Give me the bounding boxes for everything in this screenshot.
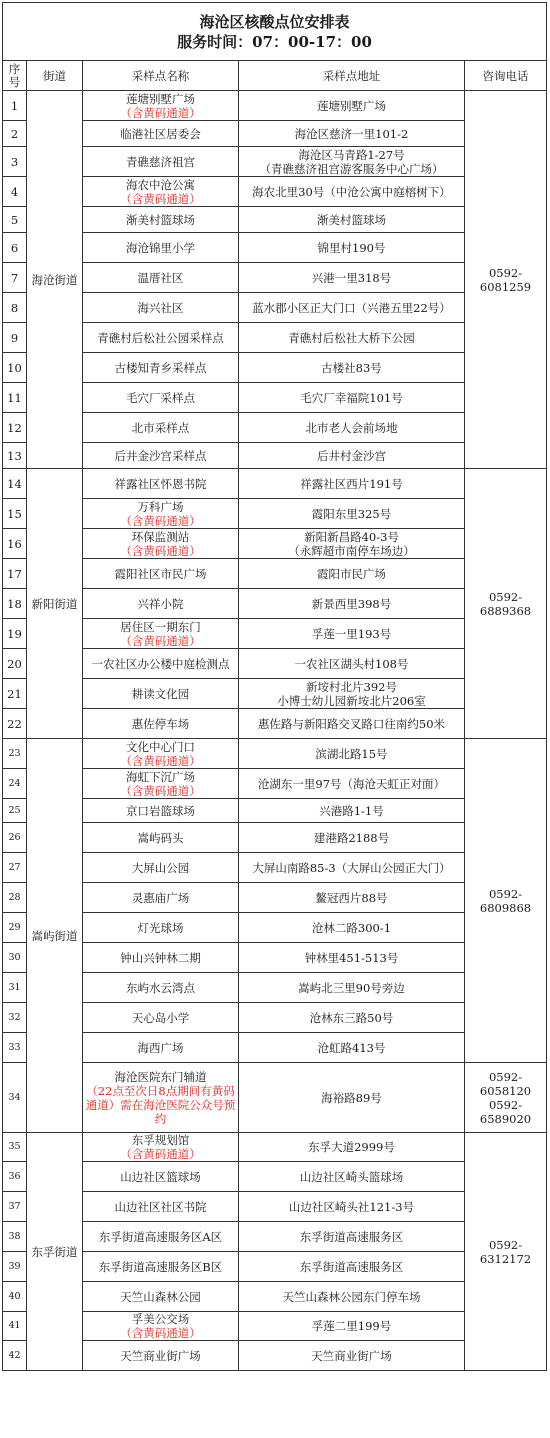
row-number: 20 — [3, 649, 27, 679]
header-tel: 咨询电话 — [465, 61, 547, 91]
site-name-cell — [83, 1282, 239, 1312]
phone-cell — [465, 91, 547, 469]
site-name-cell — [83, 823, 239, 853]
site-name: 钟山兴钟林二期 — [120, 950, 201, 965]
site-address-cell — [239, 1192, 465, 1222]
site-name: 海沧锦里小学 — [126, 240, 195, 255]
phone-number: 0592-6312172 — [479, 1237, 532, 1266]
row-number: 34 — [3, 1063, 27, 1133]
row-number: 2 — [3, 121, 27, 147]
site-name: 孚美公交场 — [131, 1312, 190, 1326]
site-address-cell — [239, 589, 465, 619]
site-address-cell — [239, 121, 465, 147]
header-address: 采样点地址 — [239, 61, 465, 91]
yellow-code-note: （含黄码通道） — [120, 1326, 201, 1340]
site-name-cell — [83, 1222, 239, 1252]
site-name-cell — [83, 1312, 239, 1341]
row-number: 41 — [3, 1312, 27, 1341]
site-name-cell — [83, 353, 239, 383]
site-name: 兴祥小院 — [137, 596, 184, 611]
site-address-cell — [239, 769, 465, 799]
header-no — [3, 61, 27, 91]
row-number: 25 — [3, 799, 27, 823]
yellow-code-note: （含黄码通道） — [120, 783, 201, 798]
site-name: 海西广场 — [137, 1040, 184, 1055]
table-row — [3, 1133, 547, 1162]
site-name: 嵩屿码头 — [137, 830, 184, 845]
site-name-cell — [83, 1341, 239, 1371]
site-name: 渐美村篮球场 — [126, 212, 195, 227]
yellow-code-note: （含黄码通道） — [120, 191, 201, 206]
header-street: 街道 — [27, 61, 83, 91]
street-cell: 新阳街道 — [27, 469, 83, 739]
yellow-code-note: （含黄码通道） — [120, 513, 201, 528]
site-name-cell — [83, 207, 239, 233]
row-number: 40 — [3, 1282, 27, 1312]
row-number: 8 — [3, 293, 27, 323]
site-name: 环保监测站 — [131, 529, 190, 544]
row-number: 13 — [3, 443, 27, 469]
row-number: 9 — [3, 323, 27, 353]
site-name-cell — [83, 1133, 239, 1162]
site-name-cell — [83, 1252, 239, 1282]
site-address: 兴港一里318号 — [311, 270, 392, 285]
site-name: 古楼知青乡采样点 — [114, 360, 207, 375]
site-address-cell — [239, 353, 465, 383]
yellow-code-note: （含黄码通道） — [120, 543, 201, 558]
row-number: 1 — [3, 91, 27, 121]
site-name: 万科广场 — [137, 499, 184, 514]
yellow-code-note: （含黄码通道） — [120, 633, 201, 648]
row-number: 17 — [3, 559, 27, 589]
site-name: 临港社区居委会 — [120, 126, 201, 141]
row-number: 39 — [3, 1252, 27, 1282]
site-address-cell — [239, 499, 465, 529]
site-address-cell — [239, 91, 465, 121]
site-address: 滨湖北路15号 — [315, 746, 388, 761]
site-address-cell — [239, 853, 465, 883]
phone-cell — [465, 469, 547, 739]
site-name: 温厝社区 — [137, 270, 184, 285]
service-time: 服务时间：07：00-17：00 — [177, 32, 372, 51]
phone-number: 0592-6058120 — [479, 1069, 532, 1098]
site-address: 新景西里398号 — [311, 596, 392, 611]
site-name: 祥露社区怀恩书院 — [114, 476, 207, 491]
site-name-cell — [83, 233, 239, 263]
row-number: 27 — [3, 853, 27, 883]
row-number: 38 — [3, 1222, 27, 1252]
yellow-code-note: （含黄码通道） — [120, 105, 201, 120]
site-name: 天竺商业街广场 — [120, 1348, 201, 1363]
site-name-cell — [83, 649, 239, 679]
site-address: 兴港路1-1号 — [319, 803, 384, 818]
row-number: 42 — [3, 1341, 27, 1371]
site-name: 灯光球场 — [137, 920, 184, 935]
site-address: 建港路2188号 — [313, 830, 390, 845]
yellow-code-note: （22点至次日8点期间有黄码通道）需在海沧医院公众号预约 — [85, 1083, 236, 1126]
phone-number: 0592-6889368 — [479, 589, 532, 618]
row-number: 21 — [3, 679, 27, 709]
site-name-cell — [83, 619, 239, 649]
site-address-cell — [239, 739, 465, 769]
site-address-cell — [239, 1341, 465, 1371]
site-name: 东孚街道高速服务区B区 — [98, 1259, 223, 1274]
site-name: 北市采样点 — [131, 420, 190, 435]
site-address: 新垵村北片392号 — [306, 679, 397, 694]
site-address-extra: 小博士幼儿园新垵北片206室 — [277, 693, 426, 708]
page-title: 海沧区核酸点位安排表 — [199, 12, 350, 31]
site-name: 灵惠庙广场 — [131, 890, 190, 905]
site-name-cell — [83, 1063, 239, 1133]
row-number: 19 — [3, 619, 27, 649]
site-address: 古楼社83号 — [321, 360, 382, 375]
phone-cell — [465, 739, 547, 1063]
site-address-extra: （永辉超市南停车场边） — [288, 543, 415, 558]
table-body — [3, 3, 547, 1371]
site-name-cell — [83, 913, 239, 943]
site-name: 后井金沙宫采样点 — [114, 448, 207, 463]
table-row — [3, 1063, 547, 1133]
street-cell: 东孚街道 — [27, 1133, 83, 1371]
site-name-cell — [83, 709, 239, 739]
site-name-cell — [83, 679, 239, 709]
site-address-cell — [239, 559, 465, 589]
site-address: 海裕路89号 — [321, 1090, 382, 1105]
table-row — [3, 91, 547, 121]
title-cell — [3, 3, 547, 61]
site-name-cell — [83, 323, 239, 353]
title-row — [3, 3, 547, 61]
site-name: 大屏山公园 — [131, 860, 190, 875]
site-name-cell — [83, 91, 239, 121]
site-name-cell — [83, 1192, 239, 1222]
header-row — [3, 61, 547, 91]
schedule-sheet — [2, 2, 546, 1371]
site-address-cell — [239, 323, 465, 353]
street-cell: 海沧街道 — [27, 91, 83, 469]
site-name: 海农中沧公寓 — [126, 177, 195, 192]
phone-cell — [465, 1133, 547, 1371]
schedule-table — [2, 2, 547, 1371]
site-address: 钟林里451-513号 — [304, 950, 399, 965]
site-address-cell — [239, 263, 465, 293]
site-address: 祥露社区西片191号 — [300, 476, 403, 491]
site-name-cell — [83, 413, 239, 443]
site-name-cell — [83, 559, 239, 589]
site-address: 海沧区马青路1-27号 — [298, 147, 405, 162]
site-address-cell — [239, 443, 465, 469]
row-number: 37 — [3, 1192, 27, 1222]
site-address-cell — [239, 233, 465, 263]
site-name-cell — [83, 529, 239, 559]
site-name: 东孚规划馆 — [131, 1133, 190, 1147]
site-address-cell — [239, 293, 465, 323]
row-number: 29 — [3, 913, 27, 943]
site-address: 山边社区崎头篮球场 — [299, 1169, 404, 1184]
site-address-cell — [239, 1003, 465, 1033]
site-address-cell — [239, 883, 465, 913]
row-number: 36 — [3, 1162, 27, 1192]
row-number: 4 — [3, 177, 27, 207]
site-address: 锦里村190号 — [317, 240, 386, 255]
site-address: 莲塘别墅广场 — [317, 98, 386, 113]
site-address-cell — [239, 147, 465, 177]
site-address: 一农社区湖头村108号 — [294, 656, 409, 671]
site-address-cell — [239, 529, 465, 559]
site-address-cell — [239, 619, 465, 649]
site-address: 天竺商业街广场 — [311, 1348, 392, 1363]
site-address: 东孚街道高速服务区 — [299, 1259, 404, 1274]
site-name-cell — [83, 1003, 239, 1033]
site-address-extra: （青礁慈济祖宫游客服务中心广场） — [259, 161, 444, 176]
site-address-cell — [239, 1252, 465, 1282]
site-address: 惠佐路与新阳路交叉路口往南约50米 — [257, 716, 446, 731]
table-row — [3, 469, 547, 499]
site-name-cell — [83, 943, 239, 973]
site-address: 蓝水郡小区正大门口（兴港五里22号） — [252, 300, 451, 315]
site-name: 海兴社区 — [137, 300, 184, 315]
site-address: 沧林东三路50号 — [309, 1010, 394, 1025]
site-address-cell — [239, 649, 465, 679]
site-address: 山边社区崎头社121-3号 — [288, 1199, 415, 1214]
site-name-cell — [83, 739, 239, 769]
yellow-code-note: （含黄码通道） — [120, 1147, 201, 1161]
site-address-cell — [239, 1222, 465, 1252]
row-number: 31 — [3, 973, 27, 1003]
site-name: 毛穴厂采样点 — [126, 390, 195, 405]
phone-number: 0592-6809868 — [479, 886, 532, 915]
site-name-cell — [83, 469, 239, 499]
site-name-cell — [83, 1162, 239, 1192]
row-number: 16 — [3, 529, 27, 559]
row-number: 7 — [3, 263, 27, 293]
site-name-cell — [83, 1033, 239, 1063]
row-number: 15 — [3, 499, 27, 529]
site-name-cell — [83, 443, 239, 469]
phone-number: 0592-6081259 — [479, 265, 532, 294]
site-address: 后井村金沙宫 — [317, 448, 386, 463]
site-name-cell — [83, 769, 239, 799]
row-number: 23 — [3, 739, 27, 769]
site-address: 东孚大道2999号 — [308, 1140, 395, 1154]
site-address: 海沧区慈济一里101-2 — [294, 126, 409, 141]
row-number: 33 — [3, 1033, 27, 1063]
table-row — [3, 739, 547, 769]
site-name-cell — [83, 263, 239, 293]
site-address-cell — [239, 1033, 465, 1063]
row-number: 12 — [3, 413, 27, 443]
site-name-cell — [83, 147, 239, 177]
site-address: 沧林二路300-1 — [311, 920, 392, 935]
site-address: 毛穴厂幸福院101号 — [300, 390, 403, 405]
site-address-cell — [239, 799, 465, 823]
site-address-cell — [239, 413, 465, 443]
site-name: 天竺山森林公园 — [120, 1289, 201, 1304]
site-address: 青礁村后松社大桥下公园 — [288, 330, 415, 345]
row-number: 11 — [3, 383, 27, 413]
site-address: 海农北里30号（中沧公寓中庭榕树下） — [252, 184, 451, 199]
site-name: 青礁村后松社公园采样点 — [97, 330, 224, 345]
site-name-cell — [83, 499, 239, 529]
row-number: 30 — [3, 943, 27, 973]
site-address-cell — [239, 1282, 465, 1312]
site-name-cell — [83, 177, 239, 207]
site-address: 北市老人会前场地 — [305, 420, 398, 435]
row-number: 28 — [3, 883, 27, 913]
site-name-cell — [83, 121, 239, 147]
site-address: 沧湖东一里97号（海沧天虹正对面） — [257, 776, 446, 791]
site-name-cell — [83, 293, 239, 323]
site-name: 耕读文化园 — [131, 686, 190, 701]
site-address: 天竺山森林公园东门停车场 — [282, 1289, 421, 1304]
site-name: 霞阳社区市民广场 — [114, 566, 207, 581]
site-address-cell — [239, 709, 465, 739]
site-address: 鳌冠西片88号 — [315, 890, 388, 905]
site-name-cell — [83, 799, 239, 823]
site-address-cell — [239, 679, 465, 709]
row-number: 6 — [3, 233, 27, 263]
site-address-cell — [239, 1063, 465, 1133]
row-number: 22 — [3, 709, 27, 739]
site-address-cell — [239, 913, 465, 943]
site-address: 嵩屿北三里90号旁边 — [298, 980, 405, 995]
site-name: 天心岛小学 — [131, 1010, 190, 1025]
site-address: 霞阳东里325号 — [311, 506, 392, 521]
site-address: 大屏山南路85-3（大屏山公园正大门） — [252, 860, 451, 875]
row-number: 35 — [3, 1133, 27, 1162]
header-no-text: 序号 — [8, 61, 21, 89]
row-number: 18 — [3, 589, 27, 619]
site-address-cell — [239, 1162, 465, 1192]
row-number: 10 — [3, 353, 27, 383]
site-name-cell — [83, 853, 239, 883]
site-address: 孚莲二里199号 — [311, 1319, 392, 1333]
site-name: 居住区一期东门 — [120, 619, 201, 634]
site-name: 一农社区办公楼中庭检测点 — [91, 656, 230, 671]
site-address-cell — [239, 1133, 465, 1162]
row-number: 32 — [3, 1003, 27, 1033]
site-address-cell — [239, 207, 465, 233]
site-address-cell — [239, 823, 465, 853]
site-name: 海沧医院东门辅道 — [114, 1069, 207, 1084]
site-address: 新阳新昌路40-3号 — [304, 529, 399, 544]
site-name-cell — [83, 883, 239, 913]
row-number: 3 — [3, 147, 27, 177]
site-name-cell — [83, 973, 239, 1003]
site-name: 莲塘别墅广场 — [126, 91, 195, 106]
site-name: 山边社区社区书院 — [114, 1199, 207, 1214]
site-name: 青礁慈济祖宫 — [126, 154, 195, 169]
yellow-code-note: （含黄码通道） — [120, 753, 201, 768]
site-address-cell — [239, 1312, 465, 1341]
site-name-cell — [83, 589, 239, 619]
site-address: 沧虹路413号 — [317, 1040, 386, 1055]
phone-cell — [465, 1063, 547, 1133]
site-address: 霞阳市民广场 — [317, 566, 386, 581]
site-address-cell — [239, 943, 465, 973]
site-address: 孚莲一里193号 — [311, 626, 392, 641]
site-name: 京口岩篮球场 — [126, 803, 195, 818]
row-number: 5 — [3, 207, 27, 233]
site-address-cell — [239, 383, 465, 413]
row-number: 14 — [3, 469, 27, 499]
site-name: 海虹下沉广场 — [126, 769, 195, 784]
site-address-cell — [239, 177, 465, 207]
phone-number-2: 0592-6589020 — [479, 1097, 532, 1126]
site-address: 东孚街道高速服务区 — [299, 1229, 404, 1244]
site-name: 东屿水云湾点 — [126, 980, 195, 995]
site-name: 山边社区篮球场 — [120, 1169, 201, 1184]
site-address: 渐美村篮球场 — [317, 212, 386, 227]
site-address-cell — [239, 469, 465, 499]
street-cell: 嵩屿街道 — [27, 739, 83, 1133]
site-name-cell — [83, 383, 239, 413]
row-number: 26 — [3, 823, 27, 853]
site-name: 文化中心门口 — [126, 739, 195, 754]
site-address-cell — [239, 973, 465, 1003]
header-name: 采样点名称 — [83, 61, 239, 91]
site-name: 惠佐停车场 — [131, 716, 190, 731]
row-number: 24 — [3, 769, 27, 799]
site-name: 东孚街道高速服务区A区 — [98, 1229, 223, 1244]
